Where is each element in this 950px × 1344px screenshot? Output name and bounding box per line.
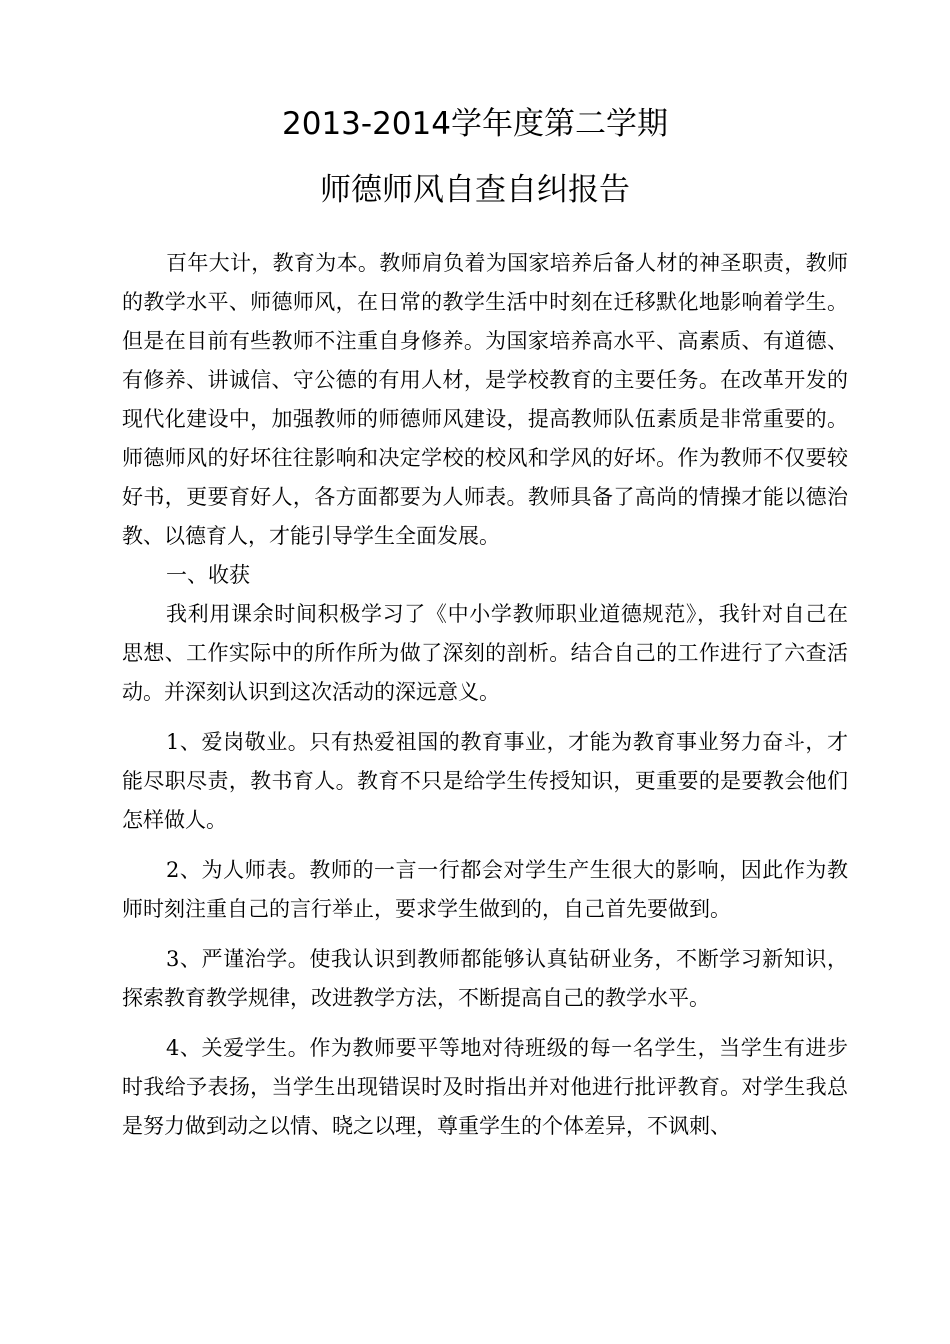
paragraph-study: 我利用课余时间积极学习了《中小学教师职业道德规范》，我针对自己在思想、工作实际中的所作所为做了深刻的剖析。结合自己的工作进行了六查活动。并深刻认识到这次活动的深远意义。	[122, 602, 848, 704]
paragraph-item-1: 1、爱岗敬业。只有热爱祖国的教育事业，才能为教育事业努力奋斗，才能尽职尽责，教书育人。教育不只是给学生传授知识，更重要的是要教会他们怎样做人。	[122, 730, 848, 832]
paragraph-item-4: 4、关爱学生。作为教师要平等地对待班级的每一名学生，当学生有进步时我给予表扬，当学生出现错误时及时指出并对他进行批评教育。对学生我总是努力做到动之以情、晓之以理，尊重学生的个体差异，不讽刺、	[122, 1036, 848, 1138]
document-title-line2: 师德师风自查自纠报告	[320, 172, 630, 208]
paragraph-item-2: 2、为人师表。教师的一言一行都会对学生产生很大的影响，因此作为教师时刻注重自己的言行举止，要求学生做到的，自己首先要做到。	[122, 858, 848, 921]
document-body	[122, 244, 848, 1146]
paragraph-item-3: 3、严谨治学。使我认识到教师都能够认真钻研业务，不断学习新知识，探索教育教学规律，改进教学方法，不断提高自己的教学水平。	[122, 947, 848, 1010]
document-title-line1: 2013-2014学年度第二学期	[282, 106, 668, 142]
paragraph-intro: 百年大计，教育为本。教师肩负着为国家培养后备人材的神圣职责，教师的教学水平、师德师风，在日常的教学生活中时刻在迁移默化地影响着学生。但是在目前有些教师不注重自身修养。为国家培养高水平、高素质、有道德、有修养、讲诚信、守公德的有用人材，是学校教育的主要任务。在改革开发的现代化建设中，加强教师的师德师风建设，提高教师队伍素质是非常重要的。师德师风的好坏往往影响和决定学校的校风和学风的好坏。作为教师不仅要较好书，更要育好人，各方面都要为人师表。教师具备了高尚的情操才能以德治教、以德育人，才能引导学生全面发展。	[122, 251, 848, 548]
section-heading-gains: 一、收获	[166, 563, 250, 587]
